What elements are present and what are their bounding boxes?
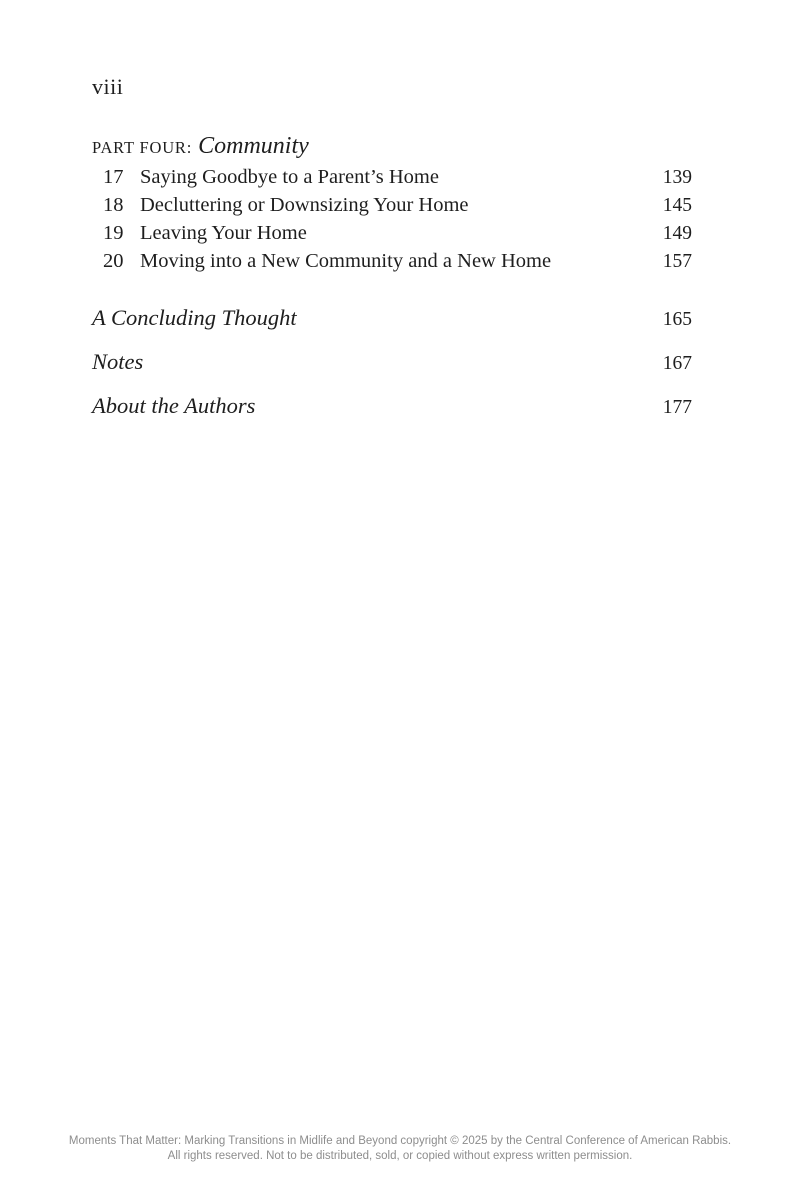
chapter-title: Decluttering or Downsizing Your Home [140,194,469,216]
toc-back-matter-row [92,304,692,333]
back-matter-list [92,304,692,421]
part-heading [92,131,692,164]
part-title: Community [198,133,309,159]
chapter-page-number: 139 [662,167,692,188]
chapter-page-number: 157 [662,251,692,272]
back-matter-page-number: 177 [662,397,692,418]
copyright-line-1: Moments That Matter: Marking Transitions in Midlife and Beyond copyright © 2025 by the Central Conference of American Rabbis. [68,1135,732,1147]
toc-back-matter-row [92,348,692,377]
copyright-footer [0,1134,800,1164]
chapter-title: Moving into a New Community and a New Home [140,250,552,272]
back-matter-title: About the Authors [92,393,256,418]
toc-chapter-row [103,166,692,194]
page-number-folio: viii [92,74,124,99]
part-label: PART FOUR: [92,138,193,157]
toc-back-matter-row [92,392,692,421]
chapter-list [92,166,692,278]
chapter-title: Leaving Your Home [140,222,307,244]
toc-chapter-row [103,222,692,250]
chapter-page-number: 145 [662,195,692,216]
copyright-line-2: All rights reserved. Not to be distributed, sold, or copied without express written permission. [167,1150,633,1162]
chapter-number: 18 [103,194,124,216]
back-matter-title: Notes [92,349,144,374]
back-matter-title: A Concluding Thought [92,305,297,330]
chapter-page-number: 149 [662,223,692,244]
toc-content [92,74,692,421]
toc-chapter-row [103,250,692,278]
chapter-title: Saying Goodbye to a Parent’s Home [140,166,439,188]
toc-chapter-row [103,194,692,222]
chapter-number: 17 [103,166,124,188]
back-matter-page-number: 167 [662,353,692,374]
back-matter-page-number: 165 [662,309,692,330]
chapter-number: 20 [103,250,124,272]
chapter-number: 19 [103,222,124,244]
